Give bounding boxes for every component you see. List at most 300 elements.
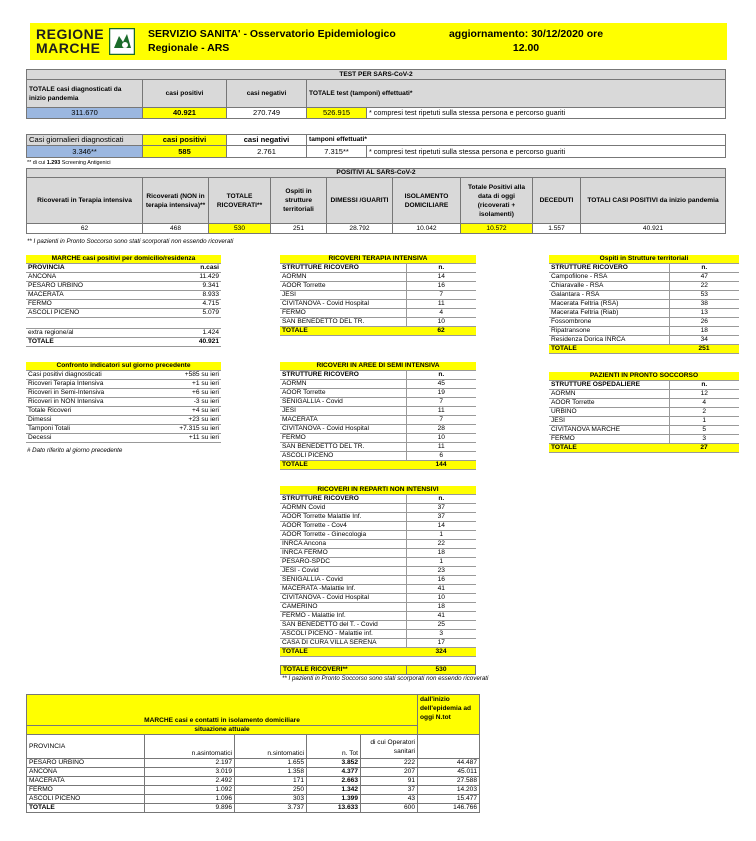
semi-intensive-total-value: 144 <box>406 461 476 470</box>
comparison-note: # Dato riferito al giorno precedente <box>27 447 123 454</box>
territorial-guests-title: Ospiti in Strutture territoriali <box>549 255 739 264</box>
table-row <box>280 549 476 558</box>
domicilio-table <box>26 255 221 347</box>
home-isolation-epidemic-total: 14.203 <box>418 786 480 795</box>
non-intensive-structure: JESI - Covid <box>280 567 406 576</box>
home-isolation-total-epidemic: 146.766 <box>418 804 480 813</box>
table-row <box>280 398 476 407</box>
daily-value-positive: 585 <box>143 146 227 158</box>
header-title-line2: Regionale - ARS <box>148 42 230 54</box>
home-isolation-header-asymptomatic: n.asintomatici <box>145 735 235 759</box>
home-isolation-symptomatic: 1.655 <box>235 759 307 768</box>
home-isolation-province: FERMO <box>27 786 145 795</box>
table-row <box>280 452 476 461</box>
territorial-guests-count: 26 <box>669 318 739 327</box>
home-isolation-header-province: PROVINCIA <box>27 735 145 759</box>
semi-intensive-structure: ASCOLI PICENO <box>280 452 406 461</box>
emergency-room-total-value: 27 <box>669 444 739 453</box>
semi-intensive-structure: SENIGALLIA - Covid <box>280 398 406 407</box>
icu-structure: JESI <box>280 291 406 300</box>
domicilio-header-province: PROVINCIA <box>26 264 156 273</box>
comparison-delta: -3 su ieri <box>156 398 221 407</box>
table-row <box>549 399 739 408</box>
table-row <box>280 630 476 639</box>
non-intensive-structure: AORMN Covid <box>280 504 406 513</box>
semi-intensive-total-label: TOTALE <box>280 461 406 470</box>
emergency-room-structure: JESI <box>549 417 669 426</box>
table-row <box>280 425 476 434</box>
home-isolation-province: ASCOLI PICENO <box>27 795 145 804</box>
table-row <box>280 522 476 531</box>
home-isolation-title: MARCHE casi e contatti in isolamento domiciliare <box>27 695 418 726</box>
home-isolation-total: 3.852 <box>307 759 361 768</box>
table-row <box>26 407 221 416</box>
domicilio-cases <box>156 318 221 329</box>
positive-header-7: DECEDUTI <box>533 178 581 224</box>
table-row <box>549 426 739 435</box>
icu-count: 10 <box>406 318 476 327</box>
comparison-indicator: Dimessi <box>26 416 156 425</box>
home-isolation-total: 1.399 <box>307 795 361 804</box>
table-row <box>549 435 739 444</box>
emergency-room-structure: FERMO <box>549 435 669 444</box>
non-intensive-structure: AOOR Torrette Malattie Inf. <box>280 513 406 522</box>
test-value-tests: 526.915 <box>307 108 367 119</box>
table-row <box>549 273 739 282</box>
semi-intensive-structure: CIVITANOVA - Covid Hospital <box>280 425 406 434</box>
non-intensive-count: 3 <box>406 630 476 639</box>
table-row <box>280 318 476 327</box>
home-isolation-symptomatic: 1.358 <box>235 768 307 777</box>
table-row <box>280 434 476 443</box>
table-row <box>549 318 739 327</box>
home-isolation-table <box>26 694 480 813</box>
positive-header-5: ISOLAMENTO DOMICILIARE <box>393 178 461 224</box>
table-row <box>280 416 476 425</box>
home-isolation-total-row <box>27 804 480 813</box>
emergency-room-structure: AOOR Torrette <box>549 399 669 408</box>
home-isolation-asymptomatic: 3.019 <box>145 768 235 777</box>
home-isolation-health-workers: 207 <box>361 768 418 777</box>
table-row <box>280 291 476 300</box>
home-isolation-health-workers: 43 <box>361 795 418 804</box>
home-isolation-symptomatic: 303 <box>235 795 307 804</box>
semi-intensive-title: RICOVERI IN AREE DI SEMI INTENSIVA <box>280 362 476 371</box>
table-row <box>280 612 476 621</box>
semi-intensive-count: 19 <box>406 389 476 398</box>
daily-header-negative: casi negativi <box>227 135 307 146</box>
semi-intensive-structure: AORMN <box>280 380 406 389</box>
table-row <box>26 371 221 380</box>
emergency-room-structure: CIVITANOVA MARCHE <box>549 426 669 435</box>
non-intensive-count: 41 <box>406 585 476 594</box>
positive-value-5: 10.042 <box>393 224 461 234</box>
daily-value-label: 3.346** <box>27 146 143 158</box>
emergency-room-count: 12 <box>669 390 739 399</box>
non-intensive-title: RICOVERI IN REPARTI NON INTENSIVI <box>280 486 476 495</box>
territorial-guests-count: 53 <box>669 291 739 300</box>
positive-header-3: Ospiti in strutture territoriali <box>271 178 327 224</box>
non-intensive-count: 23 <box>406 567 476 576</box>
emergency-room-count: 2 <box>669 408 739 417</box>
table-row <box>27 759 480 768</box>
domicilio-title: MARCHE casi positivi per domicilio/residenza <box>26 255 221 264</box>
territorial-guests-structure: Chiaravalle - RSA <box>549 282 669 291</box>
emergency-room-count: 5 <box>669 426 739 435</box>
test-value-positive: 40.921 <box>143 108 227 119</box>
table-row <box>280 621 476 630</box>
test-header-tests: TOTALE test (tamponi) effettuati* <box>307 80 726 108</box>
territorial-guests-structure: Campofilone - RSA <box>549 273 669 282</box>
daily-footnote-rest: Screening Antigenici <box>61 160 111 166</box>
emergency-room-structure: URBINO <box>549 408 669 417</box>
total-admissions-table <box>280 665 476 675</box>
table-row <box>549 291 739 300</box>
total-admissions-label: TOTALE RICOVERI** <box>281 666 407 675</box>
table-row <box>280 585 476 594</box>
comparison-delta: +11 su ieri <box>156 434 221 443</box>
table-row <box>549 336 739 345</box>
table-row <box>280 309 476 318</box>
positive-value-1: 468 <box>143 224 209 234</box>
home-isolation-health-workers: 91 <box>361 777 418 786</box>
table-row <box>26 389 221 398</box>
home-isolation-subtitle: situazione attuale <box>27 726 418 735</box>
table-row <box>549 417 739 426</box>
non-intensive-structure: CIVITANOVA - Covid Hospital <box>280 594 406 603</box>
table-row <box>280 443 476 452</box>
emergency-room-title: PAZIENTI IN PRONTO SOCCORSO <box>549 372 739 381</box>
icu-total-label: TOTALE <box>280 327 406 336</box>
comparison-indicator: Decessi <box>26 434 156 443</box>
home-isolation-epidemic-total: 45.011 <box>418 768 480 777</box>
table-row <box>27 795 480 804</box>
comparison-table <box>26 362 221 443</box>
table-row <box>26 273 221 282</box>
table-row <box>280 389 476 398</box>
icu-structure: AOOR Torrette <box>280 282 406 291</box>
table-row <box>280 407 476 416</box>
semi-intensive-count: 6 <box>406 452 476 461</box>
table-row <box>27 768 480 777</box>
table-row <box>280 282 476 291</box>
territorial-guests-count: 13 <box>669 309 739 318</box>
comparison-delta: +585 su ieri <box>156 371 221 380</box>
non-intensive-count: 14 <box>406 522 476 531</box>
icu-count: 16 <box>406 282 476 291</box>
comparison-delta: +4 su ieri <box>156 407 221 416</box>
non-intensive-count: 22 <box>406 540 476 549</box>
non-intensive-count: 18 <box>406 549 476 558</box>
positive-table <box>26 168 726 234</box>
logo-emblem-icon <box>109 28 135 55</box>
domicilio-cases: 4.715 <box>156 300 221 309</box>
non-intensive-table <box>280 486 476 657</box>
non-intensive-structure: ASCOLI PICENO - Malattie inf. <box>280 630 406 639</box>
home-isolation-total: 4.377 <box>307 768 361 777</box>
non-intensive-count: 17 <box>406 639 476 648</box>
territorial-guests-count: 38 <box>669 300 739 309</box>
semi-intensive-structure: MACERATA <box>280 416 406 425</box>
test-value-note: * compresi test ripetuti sulla stessa persona e percorso guariti <box>367 108 726 119</box>
semi-intensive-structure: SAN BENEDETTO DEL TR. <box>280 443 406 452</box>
non-intensive-count: 10 <box>406 594 476 603</box>
table-row <box>549 390 739 399</box>
positive-value-6: 10.572 <box>461 224 533 234</box>
non-intensive-count: 1 <box>406 558 476 567</box>
home-isolation-asymptomatic: 1.092 <box>145 786 235 795</box>
test-value-negative: 270.749 <box>227 108 307 119</box>
semi-intensive-count: 11 <box>406 407 476 416</box>
table-row <box>26 282 221 291</box>
positive-title: POSITIVI AL SARS-CoV-2 <box>27 169 726 178</box>
icu-structure: SAN BENEDETTO DEL TR. <box>280 318 406 327</box>
icu-header-count: n. <box>406 264 476 273</box>
home-isolation-province: ANCONA <box>27 768 145 777</box>
table-row <box>280 594 476 603</box>
domicilio-province: ASCOLI PICENO <box>26 309 156 318</box>
test-header-total: TOTALE casi diagnosticati da inizio pandemia <box>27 80 143 108</box>
domicilio-province: ANCONA <box>26 273 156 282</box>
non-intensive-header-structure: STRUTTURE RICOVERO <box>280 495 406 504</box>
territorial-guests-structure: Residenza Dorica INRCA <box>549 336 669 345</box>
non-intensive-structure: INRCA Ancona <box>280 540 406 549</box>
positive-header-6: Totale Positivi alla data di oggi (ricoverati + isolamenti) <box>461 178 533 224</box>
home-isolation-epidemic-total: 44.487 <box>418 759 480 768</box>
positive-header-4: DIMESSI /GUARITI <box>327 178 393 224</box>
domicilio-total-value: 40.921 <box>156 338 221 347</box>
icu-header-structure: STRUTTURE RICOVERO <box>280 264 406 273</box>
positive-value-0: 62 <box>27 224 143 234</box>
icu-count: 11 <box>406 300 476 309</box>
logo-text-marche: MARCHE <box>36 40 101 56</box>
table-row <box>26 329 221 338</box>
daily-footnote <box>27 160 111 166</box>
non-intensive-count: 1 <box>406 531 476 540</box>
home-isolation-epidemic-total: 15.477 <box>418 795 480 804</box>
domicilio-province: MACERATA <box>26 291 156 300</box>
home-isolation-asymptomatic: 2.492 <box>145 777 235 786</box>
table-row <box>280 513 476 522</box>
comparison-delta: +6 su ieri <box>156 389 221 398</box>
daily-table <box>26 134 726 158</box>
home-isolation-health-workers: 222 <box>361 759 418 768</box>
home-isolation-header-total: n. Tot <box>307 735 361 759</box>
positive-value-7: 1.557 <box>533 224 581 234</box>
table-row <box>280 639 476 648</box>
table-row <box>280 300 476 309</box>
table-row <box>26 309 221 318</box>
territorial-guests-total-value: 251 <box>669 345 739 354</box>
non-intensive-total-label: TOTALE <box>280 648 406 657</box>
territorial-guests-count: 47 <box>669 273 739 282</box>
territorial-guests-header-structure: STRUTTURE RICOVERO <box>549 264 669 273</box>
daily-value-note: * compresi test ripetuti sulla stessa persona e percorso guariti <box>367 146 726 158</box>
table-row <box>280 603 476 612</box>
non-intensive-count: 37 <box>406 504 476 513</box>
domicilio-province <box>26 318 156 329</box>
table-row <box>26 380 221 389</box>
comparison-indicator: Totale Ricoveri <box>26 407 156 416</box>
emergency-room-count: 4 <box>669 399 739 408</box>
home-isolation-symptomatic: 171 <box>235 777 307 786</box>
comparison-indicator: Tamponi Totali <box>26 425 156 434</box>
domicilio-cases: 11.429 <box>156 273 221 282</box>
region-logo <box>36 27 136 57</box>
home-isolation-province: PESARO URBINO <box>27 759 145 768</box>
domicilio-province: FERMO <box>26 300 156 309</box>
test-title: TEST PER SARS-CoV-2 <box>27 70 726 80</box>
non-intensive-structure: MACERATA -Malattie Inf. <box>280 585 406 594</box>
table-row <box>549 300 739 309</box>
total-admissions-note: ** I pazienti in Pronto Soccorso sono stati scorporati non essendo ricoverati <box>282 675 489 682</box>
comparison-indicator: Casi positivi diagnosticati <box>26 371 156 380</box>
positive-header-0: Ricoverati in Terapia intensiva <box>27 178 143 224</box>
table-row <box>280 540 476 549</box>
territorial-guests-table <box>549 255 739 354</box>
positive-value-2: 530 <box>209 224 271 234</box>
positive-header-8: TOTALI CASI POSITIVI da inizio pandemia <box>581 178 726 224</box>
table-row <box>280 504 476 513</box>
comparison-indicator: Ricoveri in Semi-Intensiva <box>26 389 156 398</box>
daily-footnote-prefix: ** di cui <box>27 160 46 166</box>
territorial-guests-total-label: TOTALE <box>549 345 669 354</box>
home-isolation-asymptomatic: 2.197 <box>145 759 235 768</box>
home-isolation-header-blank <box>418 735 480 759</box>
semi-intensive-count: 10 <box>406 434 476 443</box>
domicilio-province: extra regione/al <box>26 329 156 338</box>
icu-count: 4 <box>406 309 476 318</box>
test-header-positive: casi positivi <box>143 80 227 108</box>
icu-structure: FERMO <box>280 309 406 318</box>
domicilio-total-label: TOTALE <box>26 338 156 347</box>
semi-intensive-structure: FERMO <box>280 434 406 443</box>
semi-intensive-structure: AOOR Torrette <box>280 389 406 398</box>
non-intensive-structure: AOOR Torrette - Ginecologia <box>280 531 406 540</box>
positive-value-4: 28.792 <box>327 224 393 234</box>
non-intensive-structure: AOOR Torrette - Cov4 <box>280 522 406 531</box>
non-intensive-structure: FERMO - Malattie Inf. <box>280 612 406 621</box>
logo-text-regione: REGIONE <box>36 26 105 42</box>
territorial-guests-structure: Fossombrone <box>549 318 669 327</box>
semi-intensive-count: 7 <box>406 398 476 407</box>
table-row <box>26 425 221 434</box>
emergency-room-header-structure: STRUTTURE OSPEDALIERE <box>549 381 669 390</box>
domicilio-province: PESARO URBINO <box>26 282 156 291</box>
table-row <box>26 416 221 425</box>
non-intensive-count: 16 <box>406 576 476 585</box>
non-intensive-structure: CAMERINO <box>280 603 406 612</box>
home-isolation-total: 2.663 <box>307 777 361 786</box>
table-row <box>549 327 739 336</box>
emergency-room-table <box>549 372 739 453</box>
positive-header-1: Ricoverati (NON in terapia intensiva)** <box>143 178 209 224</box>
territorial-guests-count: 18 <box>669 327 739 336</box>
daily-header-label: Casi giornalieri diagnosticati <box>27 135 143 146</box>
positive-header-2: TOTALE RICOVERATI** <box>209 178 271 224</box>
total-admissions-value: 530 <box>407 666 476 675</box>
table-row <box>26 300 221 309</box>
table-row <box>280 576 476 585</box>
table-row <box>26 318 221 329</box>
table-row <box>280 558 476 567</box>
table-row <box>549 282 739 291</box>
comparison-indicator: Ricoveri in NON Intensiva <box>26 398 156 407</box>
home-isolation-province: MACERATA <box>27 777 145 786</box>
update-timestamp <box>432 27 620 55</box>
comparison-indicator: Ricoveri Terapia Intensiva <box>26 380 156 389</box>
table-row <box>549 309 739 318</box>
icu-title: RICOVERI TERAPIA INTENSIVA <box>280 255 476 264</box>
home-isolation-health-workers: 37 <box>361 786 418 795</box>
territorial-guests-header-count: n. <box>669 264 739 273</box>
territorial-guests-count: 22 <box>669 282 739 291</box>
semi-intensive-table <box>280 362 476 470</box>
comparison-delta: +1 su ieri <box>156 380 221 389</box>
table-row <box>26 398 221 407</box>
home-isolation-total-health-workers: 600 <box>361 804 418 813</box>
non-intensive-count: 37 <box>406 513 476 522</box>
icu-structure: AORMN <box>280 273 406 282</box>
non-intensive-structure: SENIGALLIA - Covid <box>280 576 406 585</box>
daily-value-negative: 2.761 <box>227 146 307 158</box>
territorial-guests-structure: Ripatransone <box>549 327 669 336</box>
home-isolation-asymptomatic: 1.096 <box>145 795 235 804</box>
emergency-room-structure: AORMN <box>549 390 669 399</box>
non-intensive-total-value: 324 <box>406 648 476 657</box>
positive-value-3: 251 <box>271 224 327 234</box>
table-row <box>280 273 476 282</box>
emergency-room-total-label: TOTALE <box>549 444 669 453</box>
semi-intensive-count: 45 <box>406 380 476 389</box>
non-intensive-structure: INRCA FERMO <box>280 549 406 558</box>
non-intensive-structure: PESARO-SPDC <box>280 558 406 567</box>
home-isolation-epidemic-header: dall'inizio dell'epidemia ad oggi N.tot <box>418 695 480 735</box>
test-header-negative: casi negativi <box>227 80 307 108</box>
home-isolation-header-symptomatic: n.sintomatici <box>235 735 307 759</box>
daily-header-positive: casi positivi <box>143 135 227 146</box>
non-intensive-header-count: n. <box>406 495 476 504</box>
table-row <box>280 567 476 576</box>
table-row <box>280 380 476 389</box>
comparison-title: Confronto indicatori sul giorno precedente <box>26 362 221 371</box>
daily-footnote-number: 1.293 <box>46 160 61 166</box>
domicilio-cases: 8.933 <box>156 291 221 300</box>
header-title-line1: SERVIZIO SANITA' - Osservatorio Epidemiologico <box>148 28 396 40</box>
domicilio-cases: 9.341 <box>156 282 221 291</box>
domicilio-cases: 1.424 <box>156 329 221 338</box>
non-intensive-count: 18 <box>406 603 476 612</box>
table-row <box>280 531 476 540</box>
icu-count: 7 <box>406 291 476 300</box>
positive-note: ** I pazienti in Pronto Soccorso sono stati scorporati non essendo ricoverati <box>27 238 234 245</box>
update-line1: aggiornamento: 30/12/2020 ore <box>448 28 604 40</box>
domicilio-header-cases: n.casi <box>156 264 221 273</box>
daily-value-tests: 7.315** <box>307 146 367 158</box>
non-intensive-structure: SAN BENEDETTO del T. - Covid <box>280 621 406 630</box>
table-row <box>549 408 739 417</box>
positive-value-8: 40.921 <box>581 224 726 234</box>
table-row <box>26 291 221 300</box>
home-isolation-total-total: 13.633 <box>307 804 361 813</box>
icu-table <box>280 255 476 336</box>
comparison-delta: +23 su ieri <box>156 416 221 425</box>
comparison-delta: +7.315 su ieri <box>156 425 221 434</box>
non-intensive-count: 41 <box>406 612 476 621</box>
icu-structure: CIVITANOVA - Covid Hospital <box>280 300 406 309</box>
table-row <box>27 786 480 795</box>
non-intensive-count: 25 <box>406 621 476 630</box>
